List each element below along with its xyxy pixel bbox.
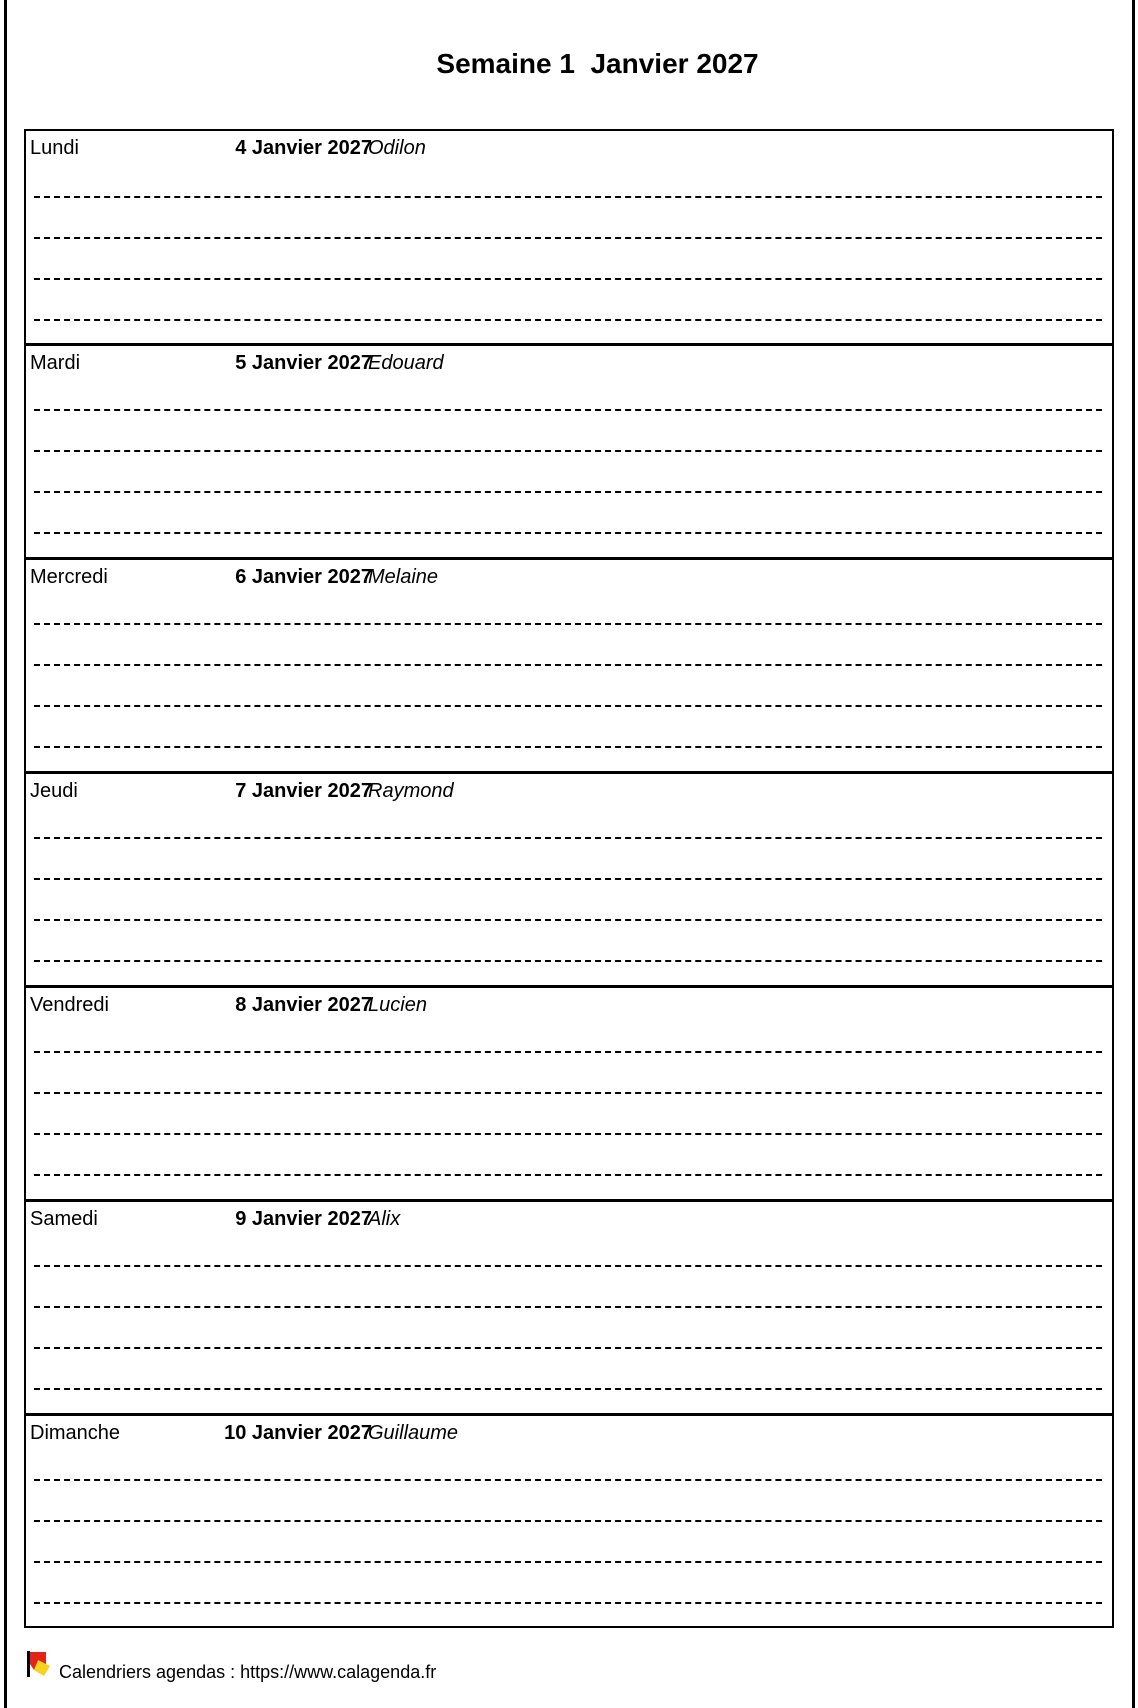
day-saint: Edouard bbox=[368, 352, 444, 374]
day-date: 4 Janvier 2027 bbox=[235, 137, 372, 159]
day-name: Samedi bbox=[30, 1208, 98, 1230]
page-right-border bbox=[1132, 0, 1135, 1708]
day-block-samedi bbox=[26, 1199, 1112, 1413]
day-saint: Odilon bbox=[368, 137, 426, 159]
day-name: Dimanche bbox=[30, 1422, 121, 1444]
writing-line[interactable] bbox=[34, 960, 1102, 962]
writing-line[interactable] bbox=[34, 623, 1102, 625]
day-date: 10 Janvier 2027 bbox=[224, 1422, 372, 1444]
day-date: 7 Janvier 2027 bbox=[235, 780, 372, 802]
calagenda-logo-icon bbox=[26, 1650, 52, 1678]
day-block-mardi bbox=[26, 343, 1112, 557]
writing-line[interactable] bbox=[34, 1479, 1102, 1481]
day-saint: Guillaume bbox=[368, 1422, 459, 1444]
day-date: 6 Janvier 2027 bbox=[235, 566, 372, 588]
day-block-jeudi bbox=[26, 771, 1112, 985]
day-date: 9 Janvier 2027 bbox=[235, 1208, 372, 1230]
writing-line[interactable] bbox=[34, 746, 1102, 748]
day-name: Jeudi bbox=[30, 780, 78, 802]
writing-line[interactable] bbox=[34, 1133, 1102, 1135]
writing-line[interactable] bbox=[34, 196, 1102, 198]
day-block-dimanche bbox=[26, 1413, 1112, 1627]
day-date: 8 Janvier 2027 bbox=[235, 994, 372, 1016]
day-block-vendredi bbox=[26, 985, 1112, 1199]
writing-line[interactable] bbox=[34, 1092, 1102, 1094]
footer-link-text[interactable]: Calendriers agendas : https://www.calagenda.fr bbox=[59, 1662, 437, 1682]
day-name: Lundi bbox=[30, 137, 79, 159]
writing-line[interactable] bbox=[34, 1388, 1102, 1390]
writing-line[interactable] bbox=[34, 1174, 1102, 1176]
day-saint: Alix bbox=[368, 1208, 401, 1230]
writing-line[interactable] bbox=[34, 491, 1102, 493]
writing-line[interactable] bbox=[34, 409, 1102, 411]
writing-line[interactable] bbox=[34, 664, 1102, 666]
writing-line[interactable] bbox=[34, 237, 1102, 239]
day-block-mercredi bbox=[26, 557, 1112, 771]
writing-line[interactable] bbox=[34, 1602, 1102, 1604]
writing-line[interactable] bbox=[34, 278, 1102, 280]
writing-line[interactable] bbox=[34, 1265, 1102, 1267]
writing-line[interactable] bbox=[34, 878, 1102, 880]
writing-line[interactable] bbox=[34, 319, 1102, 321]
weekly-agenda bbox=[24, 129, 1114, 1628]
day-saint: Lucien bbox=[368, 994, 427, 1016]
writing-line[interactable] bbox=[34, 1051, 1102, 1053]
writing-line[interactable] bbox=[34, 919, 1102, 921]
day-name: Mardi bbox=[30, 352, 81, 374]
writing-line[interactable] bbox=[34, 1561, 1102, 1563]
writing-line[interactable] bbox=[34, 1347, 1102, 1349]
page-title: Semaine 1 Janvier 2027 bbox=[436, 48, 759, 79]
day-name: Vendredi bbox=[30, 994, 109, 1016]
writing-line[interactable] bbox=[34, 837, 1102, 839]
writing-line[interactable] bbox=[34, 532, 1102, 534]
day-saint: Raymond bbox=[368, 780, 454, 802]
writing-line[interactable] bbox=[34, 450, 1102, 452]
day-saint: Melaine bbox=[368, 566, 439, 588]
day-date: 5 Janvier 2027 bbox=[235, 352, 372, 374]
page-left-border bbox=[4, 0, 7, 1708]
day-block-lundi bbox=[26, 131, 1112, 345]
day-name: Mercredi bbox=[30, 566, 108, 588]
writing-line[interactable] bbox=[34, 705, 1102, 707]
writing-line[interactable] bbox=[34, 1306, 1102, 1308]
writing-line[interactable] bbox=[34, 1520, 1102, 1522]
